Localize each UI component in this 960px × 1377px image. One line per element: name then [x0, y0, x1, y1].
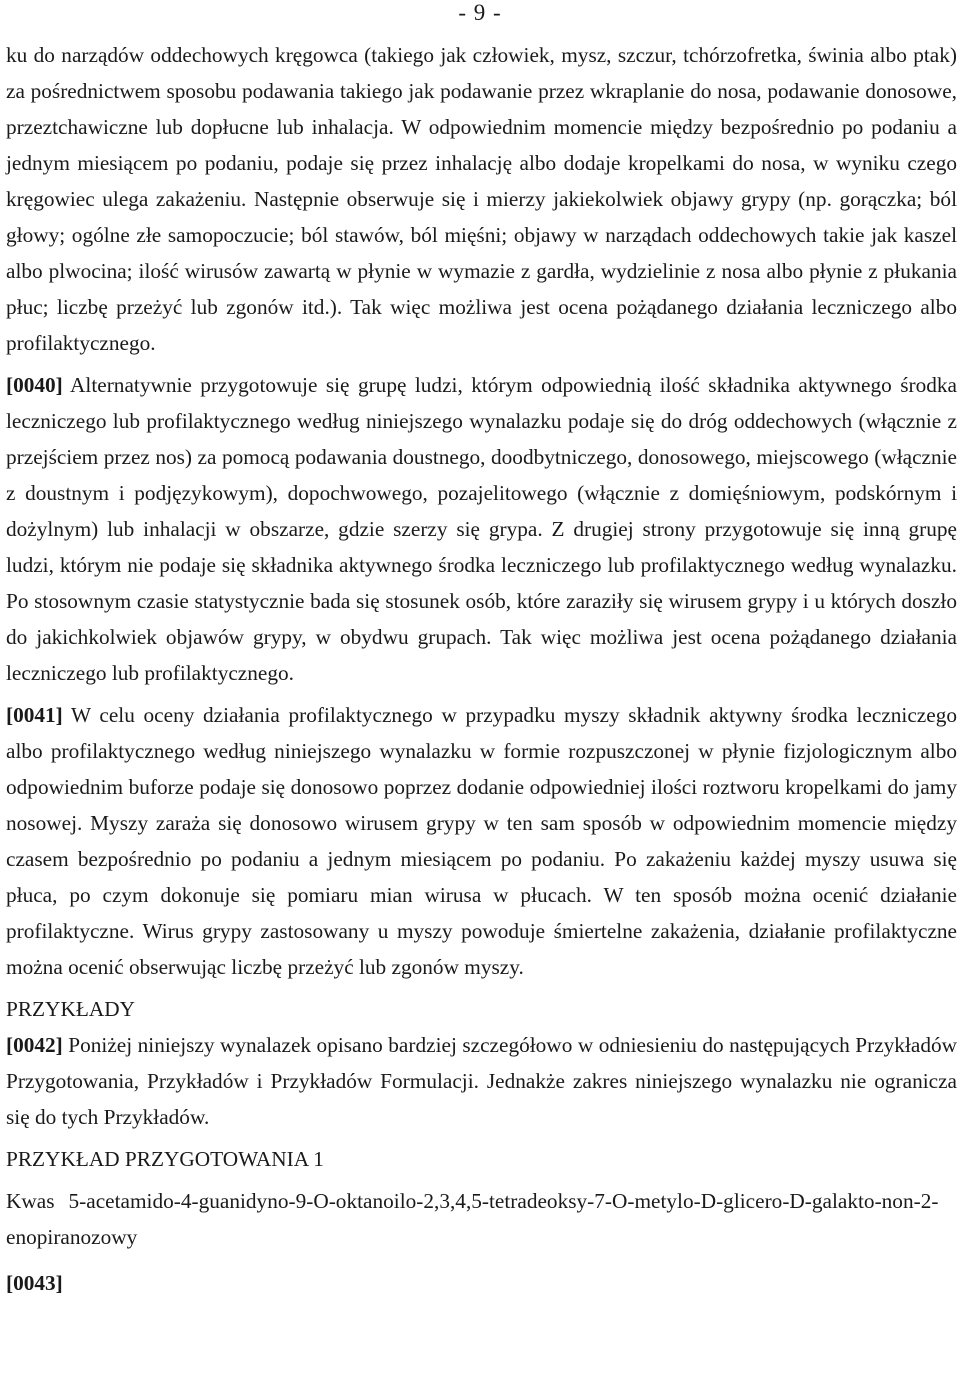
- compound-full-name: 5-acetamido-4-guanidyno-9-O-oktanoilo-2,3,4,5-tetradeoksy-7-O-metylo-D-glicero-D-galakto-non-2-enopiranozowy: [6, 1189, 939, 1249]
- compound-prefix: Kwas: [6, 1189, 55, 1213]
- paragraph-number-0043: [0043]: [6, 1271, 63, 1295]
- paragraph-0042: [6, 1027, 957, 1135]
- paragraph-0040: [6, 367, 957, 691]
- paragraph-continuation: [6, 37, 957, 361]
- paragraph-text: ku do narządów oddechowych kręgowca (takiego jak człowiek, mysz, szczur, tchórzofretka, świnia albo ptak) za pośrednictwem sposobu podawania takiego jak podawanie przez wkraplanie do nosa, podawanie donosowe, przeztchawiczne lub dopłucne lub inhalacja. W odpowiednim momencie między bezpośrednio po podaniu a jednym miesiącem po podaniu, podaje się przez inhalację albo dodaje kropelkami do nosa, w wyniku czego kręgowiec ulega zakażeniu. Następnie obserwuje się i mierzy jakiekolwiek objawy grypy (np. gorączka; ból głowy; ogólne złe samopoczucie; ból stawów, ból mięśni; objawy w narządach oddechowych takie jak kaszel albo plwocina; ilość wirusów zawartą w płynie w wymazie z gardła, wydzielinie z nosa albo płynie z płukania płuc; liczbę przeżyć lub zgonów itd.). Tak więc możliwa jest ocena pożądanego działania leczniczego albo profilaktycznego.: [6, 43, 957, 355]
- page-number: - 9 -: [458, 0, 502, 25]
- paragraph-text: Poniżej niniejszy wynalazek opisano bardziej szczegółowo w odniesieniu do następujących Przykładów Przygotowania, Przykładów i Przykładów Formulacji. Jednakże zakres niniejszego wynalazku nie ogranicza się do tych Przykładów.: [6, 1033, 957, 1129]
- section-heading: PRZYKŁADY: [6, 997, 135, 1021]
- paragraph-number: [0040]: [6, 373, 63, 397]
- paragraph-number: [0042]: [6, 1033, 63, 1057]
- compound-name: [6, 1183, 957, 1255]
- example-heading: PRZYKŁAD PRZYGOTOWANIA 1: [6, 1147, 324, 1171]
- paragraph-text: Alternatywnie przygotowuje się grupę ludzi, którym odpowiednią ilość składnika aktywnego środka leczniczego lub profilaktycznego według niniejszego wynalazku podaje się do dróg oddechowych (włącznie z przejściem przez nos) za pomocą podawania doustnego, doodbytniczego, donosowego, miejscowego (włącznie z doustnym i podjęzykowym), dopochwowego, pozajelitowego (włącznie z domięśniowym, podskórnym i dożylnym) lub inhalacji w obszarze, gdzie szerzy się grypa. Z drugiej strony przygotowuje się inną grupę ludzi, którym nie podaje się składnika aktywnego środka leczniczego lub profilaktycznego według wynalazku. Po stosownym czasie statystycznie bada się stosunek osób, które zaraziły się wirusem grypy i u których doszło do jakichkolwiek objawów grypy, w obydwu grupach. Tak więc możliwa jest ocena pożądanego działania leczniczego lub profilaktycznego.: [6, 373, 957, 685]
- paragraph-number: [0041]: [6, 703, 63, 727]
- paragraph-0041: [6, 697, 957, 985]
- document-body: [6, 37, 957, 1322]
- paragraph-text: W celu oceny działania profilaktycznego w przypadku myszy składnik aktywny środka leczniczego albo profilaktycznego według niniejszego wynalazku w formie rozpuszczonej w płynie fizjologicznym albo odpowiednim buforze podaje się donosowo poprzez dodanie odpowiedniej ilości roztworu kropelkami do jamy nosowej. Myszy zaraża się donosowo wirusem grypy w ten sam sposób w odpowiednim momencie między czasem bezpośrednio po podaniu a jednym miesiącem po podaniu. Po zakażeniu każdej myszy usuwa się płuca, po czym dokonuje się pomiaru mian wirusa w płucach. W ten sposób można ocenić działanie profilaktyczne. Wirus grypy zastosowany u myszy powoduje śmiertelne zakażenia, działanie profilaktyczne można ocenić obserwując liczbę przeżyć lub zgonów myszy.: [6, 703, 957, 979]
